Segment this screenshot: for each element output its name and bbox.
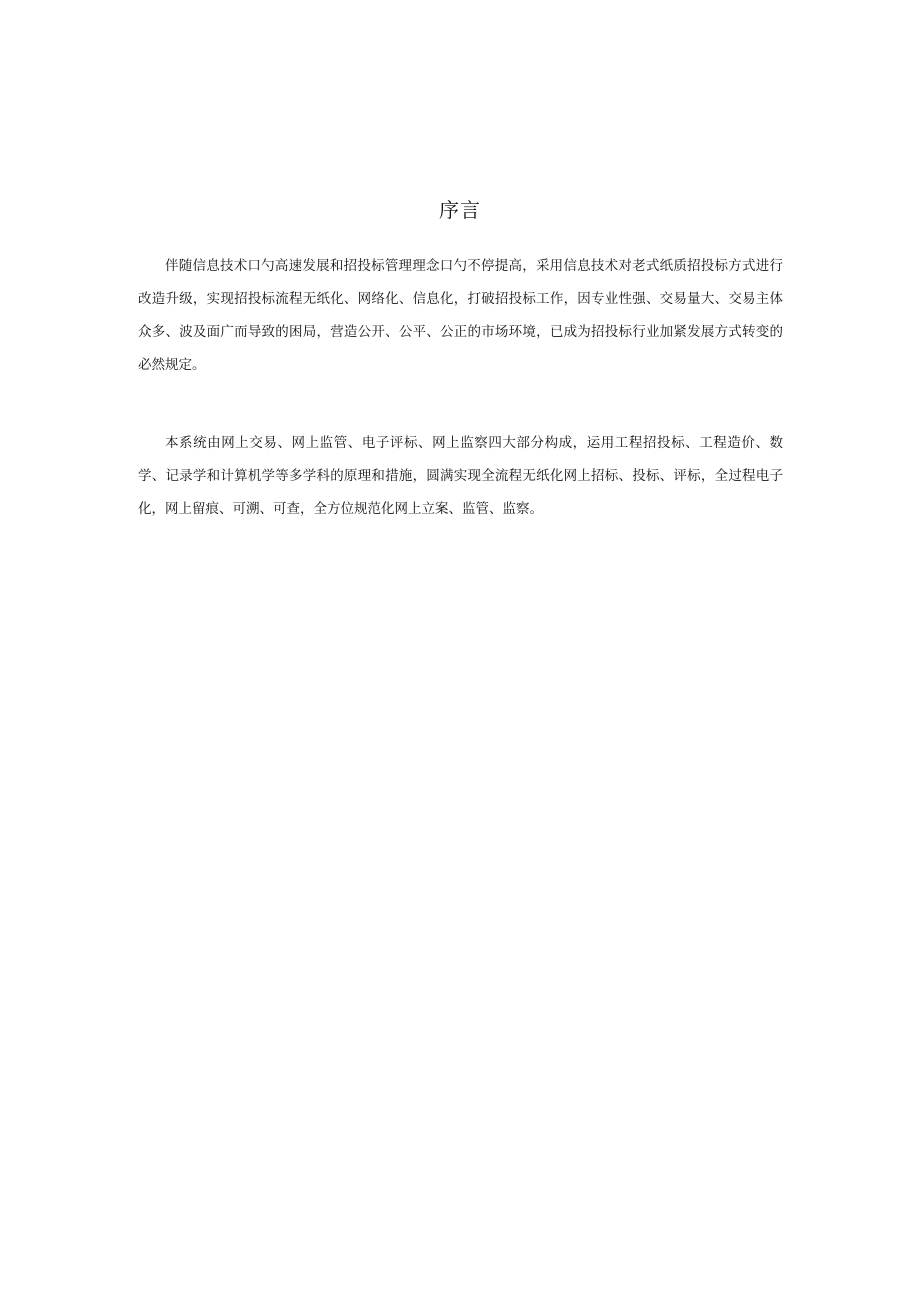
paragraph-intro (138, 250, 783, 382)
paragraph-text: 伴随信息技术口勺高速发展和招投标管理理念口勺不停提高，采用信息技术对老式纸质招投标方式进行改造升级，实现招投标流程无纸化、网络化、信息化，打破招投标工作，因专业性强、交易量大、交易主体众多、波及面广而导致的困局，营造公开、公平、公正的市场环境，已成为招投标行业加紧发展方式转变的必然规定。 (138, 258, 783, 373)
paragraph-system (138, 427, 783, 526)
paragraph-text: 本系统由网上交易、网上监管、电子评标、网上监察四大部分构成，运用工程招投标、工程造价、数学、记录学和计算机学等多学科的原理和措施，圆满实现全流程无纸化网上招标、投标、评标，全过程电子化，网上留痕、可溯、可查，全方位规范化网上立案、监管、监察。 (138, 435, 783, 517)
page-title: 序言 (439, 198, 481, 222)
